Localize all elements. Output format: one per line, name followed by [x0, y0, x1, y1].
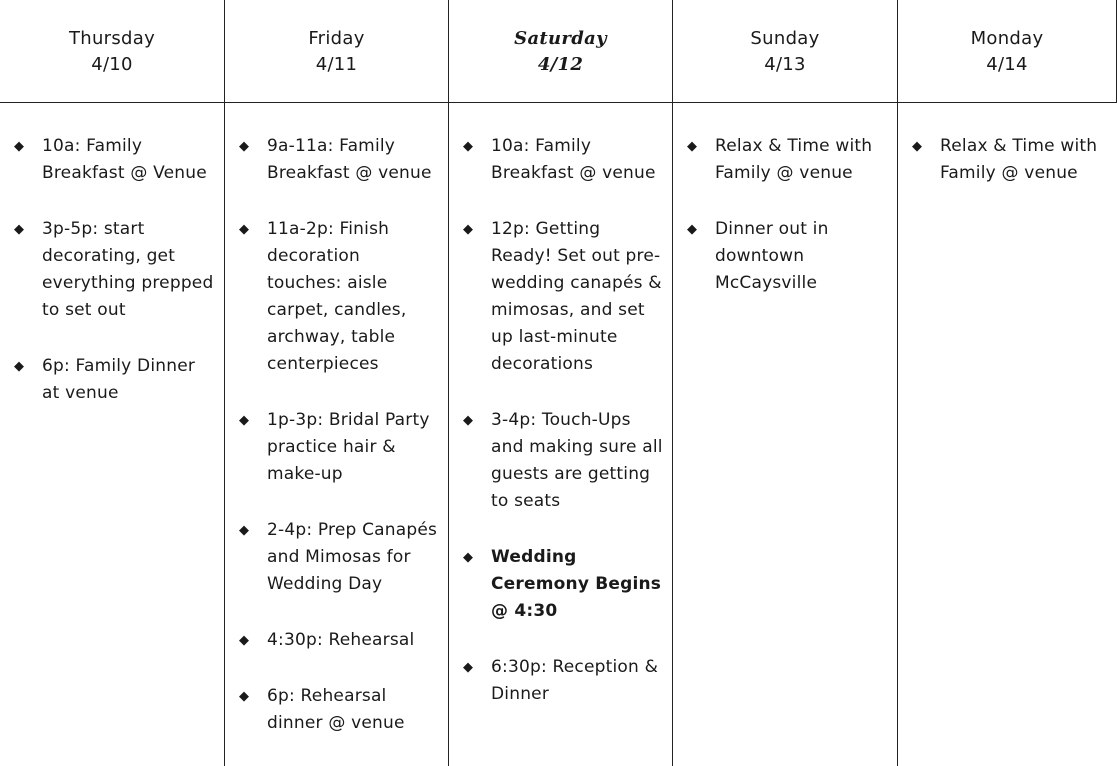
diamond-bullet-icon: ◆: [687, 139, 698, 154]
day-column-thursday: [0, 103, 225, 766]
diamond-bullet-icon: ◆: [239, 222, 250, 237]
day-date: 4/14: [986, 54, 1028, 75]
event-list: [687, 133, 889, 297]
diamond-bullet-icon: ◆: [463, 550, 474, 565]
event-list: [239, 133, 440, 737]
day-name: Monday: [970, 28, 1044, 49]
day-column-saturday: [449, 103, 673, 766]
event-list: [14, 133, 216, 407]
diamond-bullet-icon: ◆: [239, 633, 250, 648]
day-header-monday: [898, 0, 1117, 103]
event-text: 10a: Family Breakfast @ Venue: [42, 136, 207, 183]
event-item: [14, 216, 216, 324]
event-item: [239, 517, 440, 598]
day-header-saturday: [449, 0, 673, 103]
diamond-bullet-icon: ◆: [463, 222, 474, 237]
event-text: 6p: Rehearsal dinner @ venue: [267, 686, 405, 733]
day-name: Friday: [308, 28, 365, 49]
diamond-bullet-icon: ◆: [463, 139, 474, 154]
event-item: [463, 654, 664, 708]
diamond-bullet-icon: ◆: [687, 222, 698, 237]
event-text: 10a: Family Breakfast @ venue: [491, 136, 656, 183]
day-header-thursday: [0, 0, 225, 103]
event-text: 9a-11a: Family Breakfast @ venue: [267, 136, 432, 183]
diamond-bullet-icon: ◆: [14, 359, 25, 374]
day-date: 4/11: [315, 54, 358, 75]
day-name: Thursday: [68, 28, 156, 49]
event-item: [239, 627, 440, 654]
event-item: [463, 216, 664, 378]
day-date: 4/10: [91, 54, 133, 75]
event-list: [912, 133, 1109, 187]
event-item: [239, 407, 440, 488]
diamond-bullet-icon: ◆: [239, 413, 250, 428]
event-item: [463, 133, 664, 187]
event-item: [687, 216, 889, 297]
event-text: 11a-2p: Finish decoration touches: aisle carpet, candles, archway, table centerpieces: [267, 219, 407, 374]
day-header-sunday: [673, 0, 898, 103]
event-item: [14, 133, 216, 187]
day-column-friday: [225, 103, 449, 766]
diamond-bullet-icon: ◆: [912, 139, 923, 154]
event-text: Wedding Ceremony Begins @ 4:30: [491, 547, 662, 621]
event-text: 4:30p: Rehearsal: [267, 630, 415, 650]
diamond-bullet-icon: ◆: [463, 413, 474, 428]
day-column-monday: [898, 103, 1117, 766]
event-text: 3p-5p: start decorating, get everything prepped to set out: [42, 219, 214, 320]
event-item: [912, 133, 1109, 187]
day-column-sunday: [673, 103, 898, 766]
event-text: Relax & Time with Family @ venue: [715, 136, 873, 183]
diamond-bullet-icon: ◆: [239, 523, 250, 538]
event-text: Relax & Time with Family @ venue: [940, 136, 1098, 183]
event-text: Dinner out in downtown McCaysville: [715, 219, 829, 293]
diamond-bullet-icon: ◆: [14, 139, 25, 154]
event-text: 2-4p: Prep Canapés and Mimosas for Wedding Day: [267, 520, 438, 594]
event-item-ceremony: [463, 544, 664, 625]
diamond-bullet-icon: ◆: [239, 139, 250, 154]
day-name: Saturday: [514, 28, 607, 49]
diamond-bullet-icon: ◆: [14, 222, 25, 237]
event-text: 1p-3p: Bridal Party practice hair & make-up: [267, 410, 430, 484]
event-item: [463, 407, 664, 515]
event-item: [239, 216, 440, 378]
day-name: Sunday: [750, 28, 820, 49]
day-date: 4/13: [764, 54, 806, 75]
event-item: [687, 133, 889, 187]
event-text: 12p: Getting Ready! Set out pre-wedding canapés & mimosas, and set up last-minute decorations: [491, 219, 662, 374]
event-list: [463, 133, 664, 708]
event-text: 3-4p: Touch-Ups and making sure all guests are getting to seats: [491, 410, 663, 511]
event-text: 6p: Family Dinner at venue: [42, 356, 196, 403]
diamond-bullet-icon: ◆: [463, 660, 474, 675]
event-item: [239, 683, 440, 737]
day-date: 4/12: [537, 54, 584, 75]
event-text: 6:30p: Reception & Dinner: [491, 657, 659, 704]
event-item: [239, 133, 440, 187]
diamond-bullet-icon: ◆: [239, 689, 250, 704]
day-header-friday: [225, 0, 449, 103]
event-item: [14, 353, 216, 407]
